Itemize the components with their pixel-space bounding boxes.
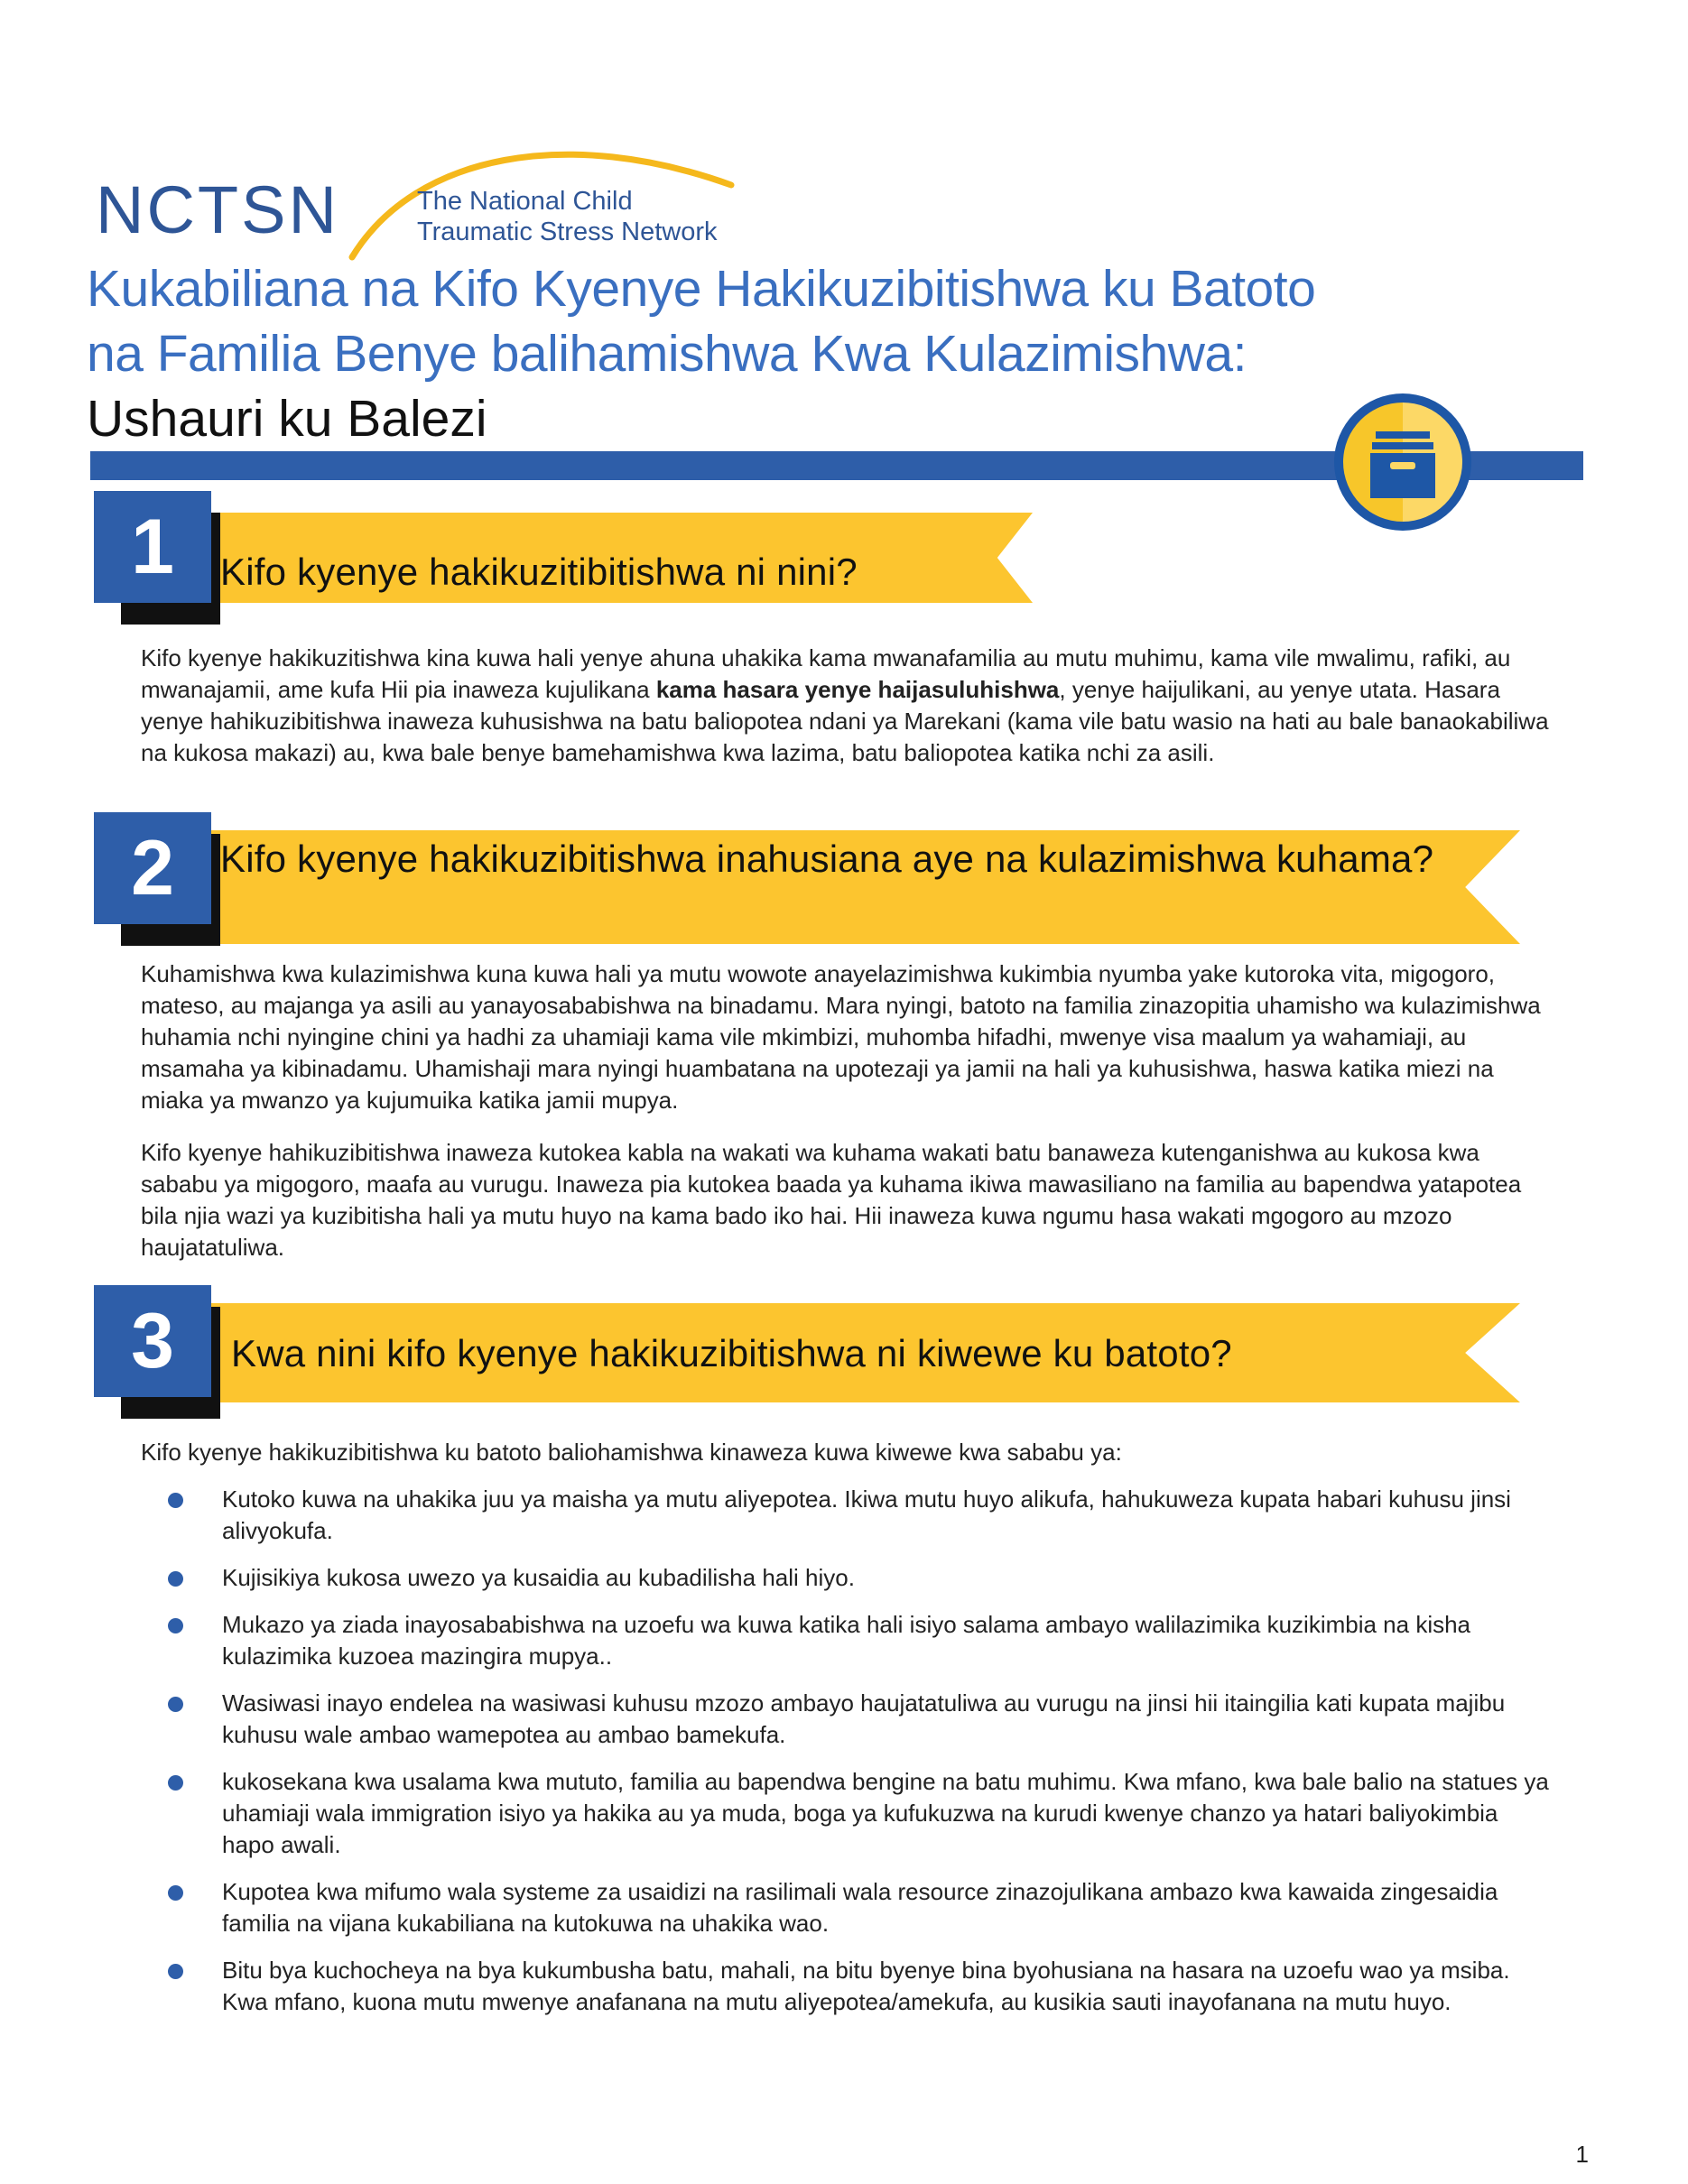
- bullet-dot-icon: [168, 1775, 183, 1791]
- section-1-header: [94, 491, 1033, 625]
- section-1-text-rest: , yenye haijulikani, au yenye utata. Hasara yenye hahikuzibitishwa inaweza kuhusishwa na batu baliopotea ndani ya Marekani (kama vile batu wasio na hati au bale banaokabiliwa na kukosa makazi) au, kwa bale benye bamehamishwa kwa lazima, batu baliopotea katika nchi za asili.: [141, 676, 1549, 766]
- list-item-text: Kujisikiya kukosa uwezo ya kusaidia au kubadilisha hali hiyo.: [222, 1564, 855, 1591]
- section-1-bold-text: kama hasara yenye haijasuluhishwa: [655, 676, 1060, 703]
- list-item: [141, 1766, 1549, 1861]
- list-item: [141, 1688, 1549, 1751]
- list-item-text: kukosekana kwa usalama kwa mututo, familia au bapendwa bengine na batu muhimu. Kwa mfano, kwa bale balio na statues ya uhamiaji wala immigration isiyo ya hakika au ya muda, boga ya kufukuzwa na kurudi kwenye chanzo ya hatari baliyokimbia hapo awali.: [222, 1768, 1549, 1858]
- section-3-number: 3: [94, 1285, 211, 1397]
- archive-box-icon: [1334, 393, 1471, 531]
- section-1-number: 1: [94, 491, 211, 603]
- list-item-text: Kutoko kuwa na uhakika juu ya maisha ya mutu aliyepotea. Ikiwa mutu huyo alikufa, hahukuweza kupata habari kuhusu jinsi alivyokufa.: [222, 1485, 1511, 1544]
- logo-name-line1: The National Child: [417, 187, 633, 216]
- list-item-text: Kupotea kwa mifumo wala systeme za usaidizi na rasilimali wala resource zinazojulikana ambazo kwa kawaida zingesaidia familia na vijana kukabiliana na kutokuwa na uhakika wao.: [222, 1878, 1498, 1937]
- title-line-1: Kukabiliana na Kifo Kyenye Hakikuzibitishwa ku Batoto: [87, 260, 1316, 318]
- section-3-bullet-list: [141, 1484, 1549, 2033]
- bullet-dot-icon: [168, 1493, 183, 1508]
- section-1-paragraph: [141, 643, 1549, 769]
- bullet-dot-icon: [168, 1885, 183, 1901]
- bullet-dot-icon: [168, 1571, 183, 1587]
- list-item: [141, 1955, 1549, 2018]
- section-2-paragraph-2: Kifo kyenye hahikuzibitishwa inaweza kutokea kabla na wakati wa kuhama wakati batu banaweza kutenganishwa au kukosa kwa sababu ya migogoro, maafa au vurugu. Inaweza pia kutokea baada ya kuhama ikiwa mawasiliano na familia au bapendwa yatapotea bila njia wazi ya kuzibitisha hali ya mutu huyo na kama bado iko hai. Hii inaweza kuwa ngumu hasa wakati mgogoro au mzozo haujatatuliwa.: [141, 1139, 1522, 1261]
- list-item: [141, 1562, 1549, 1594]
- subtitle: Ushauri ku Balezi: [87, 390, 487, 448]
- list-item: [141, 1609, 1549, 1672]
- bullet-dot-icon: [168, 1697, 183, 1712]
- logo-mark: NCTSN: [96, 172, 339, 247]
- section-1-title: Kifo kyenye hakikuzitibitishwa ni nini?: [220, 551, 858, 593]
- page-number: 1: [1575, 2141, 1589, 2168]
- list-item: [141, 1876, 1549, 1939]
- section-1-text: Kifo kyenye hakikuzitishwa kina kuwa hali yenye ahuna uhakika kama mwanafamilia au mutu muhimu, kama vile mwalimu, rafiki, au mwanajamii, ame kufa Hii pia inaweza kujulikana: [141, 644, 1511, 703]
- list-item: [141, 1484, 1549, 1547]
- title-line-2: na Familia Benye balihamishwa Kwa Kulazimishwa:: [87, 325, 1247, 383]
- section-3-header: [94, 1285, 1520, 1419]
- bullet-dot-icon: [168, 1618, 183, 1633]
- section-3-intro: Kifo kyenye hakikuzibitishwa ku batoto baliohamishwa kinaweza kuwa kiwewe kwa sababu ya:: [141, 1439, 1122, 1466]
- section-2-paragraph-1: Kuhamishwa kwa kulazimishwa kuna kuwa hali ya mutu wowote anayelazimishwa kukimbia nyumba yake kutoroka vita, migogoro, mateso, au majanga ya asili au yanayosababishwa na binadamu. Mara nyingi, batoto na familia zinazopitia uhamisho wa kulazimishwa huhamia nchi nyingine chini ya hadhi za uhamiaji kama vile mkimbizi, muhomba hifadhi, mwenye visa maalum ya wahamiaji, au msamaha ya kibinadamu. Uhamishaji mara nyingi huambatana na upotezaji ya jamii na hali ya kuhusishwa, haswa katika miezi na miaka ya mwanzo ya kujumuika katika jamii mupya.: [141, 960, 1541, 1114]
- section-3-title: Kwa nini kifo kyenye hakikuzibitishwa ni kiwewe ku batoto?: [231, 1332, 1232, 1374]
- section-2-title: Kifo kyenye hakikuzibitishwa inahusiana aye na kulazimishwa kuhama?: [220, 838, 1434, 880]
- document-title: [87, 256, 1441, 451]
- section-2-header: [94, 812, 1520, 946]
- logo-name-line2: Traumatic Stress Network: [417, 217, 718, 246]
- section-2-number: 2: [94, 812, 211, 924]
- list-item-text: Wasiwasi inayo endelea na wasiwasi kuhusu mzozo ambayo haujatatuliwa au vurugu na jinsi hii itaingilia kati kupata majibu kuhusu wale ambao wamepotea au ambao bamekufa.: [222, 1689, 1506, 1748]
- logo-name: [417, 186, 718, 247]
- list-item-text: Mukazo ya ziada inayosababishwa na uzoefu wa kuwa katika hali isiyo salama ambayo walilazimika kuzikimbia na kisha kulazimika kuzoea mazingira mupya..: [222, 1611, 1471, 1670]
- list-item-text: Bitu bya kuchocheya na bya kukumbusha batu, mahali, na bitu byenye bina byohusiana na hasara na uzoefu wao ya msiba. Kwa mfano, kuona mutu mwenye anafanana na mutu aliyepotea/amekufa, au kusikia sauti inayofanana na mutu huyo.: [222, 1957, 1510, 2015]
- bullet-dot-icon: [168, 1964, 183, 1979]
